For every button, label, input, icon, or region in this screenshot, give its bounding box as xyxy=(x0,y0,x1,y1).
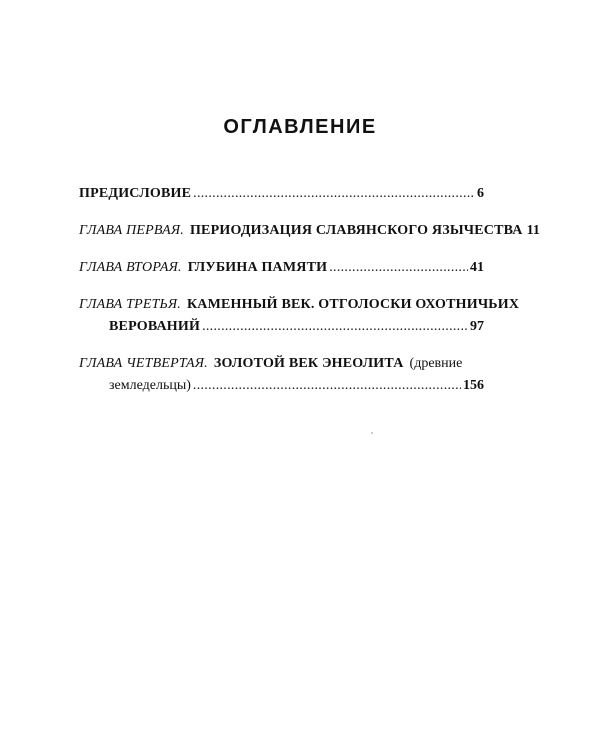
dot-leader xyxy=(193,183,475,205)
toc-entry-preface xyxy=(79,183,484,205)
chapter-label: ГЛАВА ТРЕТЬЯ. xyxy=(79,297,181,312)
toc-entry-chapter-1 xyxy=(79,220,540,242)
entry-title: ПРЕДИСЛОВИЕ xyxy=(79,186,192,201)
dot-leader xyxy=(329,257,468,279)
dot-leader xyxy=(193,375,461,397)
entry-page-number: 6 xyxy=(477,186,484,201)
chapter-label: ГЛАВА ЧЕТВЕРТАЯ. xyxy=(79,356,208,371)
table-of-contents xyxy=(79,183,540,397)
entry-page-number: 11 xyxy=(526,223,540,238)
entry-page-number: 156 xyxy=(463,378,484,393)
entry-title: КАМЕННЫЙ ВЕК. ОТГОЛОСКИ ОХОТНИЧЬИХ xyxy=(186,297,520,312)
chapter-label: ГЛАВА ВТОРАЯ. xyxy=(79,260,182,275)
entry-title: ГЛУБИНА ПАМЯТИ xyxy=(187,260,328,275)
entry-title: ПЕРИОДИЗАЦИЯ СЛАВЯНСКОГО ЯЗЫЧЕСТВА xyxy=(189,223,523,238)
toc-entry-chapter-2 xyxy=(79,257,484,279)
entry-title-continued: ВЕРОВАНИЙ xyxy=(109,319,201,334)
chapter-label: ГЛАВА ПЕРВАЯ. xyxy=(79,223,184,238)
entry-note: (древние xyxy=(409,356,463,371)
page-title: ОГЛАВЛЕНИЕ xyxy=(223,116,377,138)
entry-title: ЗОЛОТОЙ ВЕК ЭНЕОЛИТА xyxy=(213,356,404,371)
entry-page-number: 97 xyxy=(470,319,484,334)
paper-speck xyxy=(371,432,373,434)
entry-note-continued: земледельцы) xyxy=(109,378,191,393)
dot-leader xyxy=(202,316,468,338)
toc-entry-chapter-4 xyxy=(79,353,484,397)
entry-page-number: 41 xyxy=(470,260,484,275)
toc-entry-chapter-3 xyxy=(79,294,520,338)
